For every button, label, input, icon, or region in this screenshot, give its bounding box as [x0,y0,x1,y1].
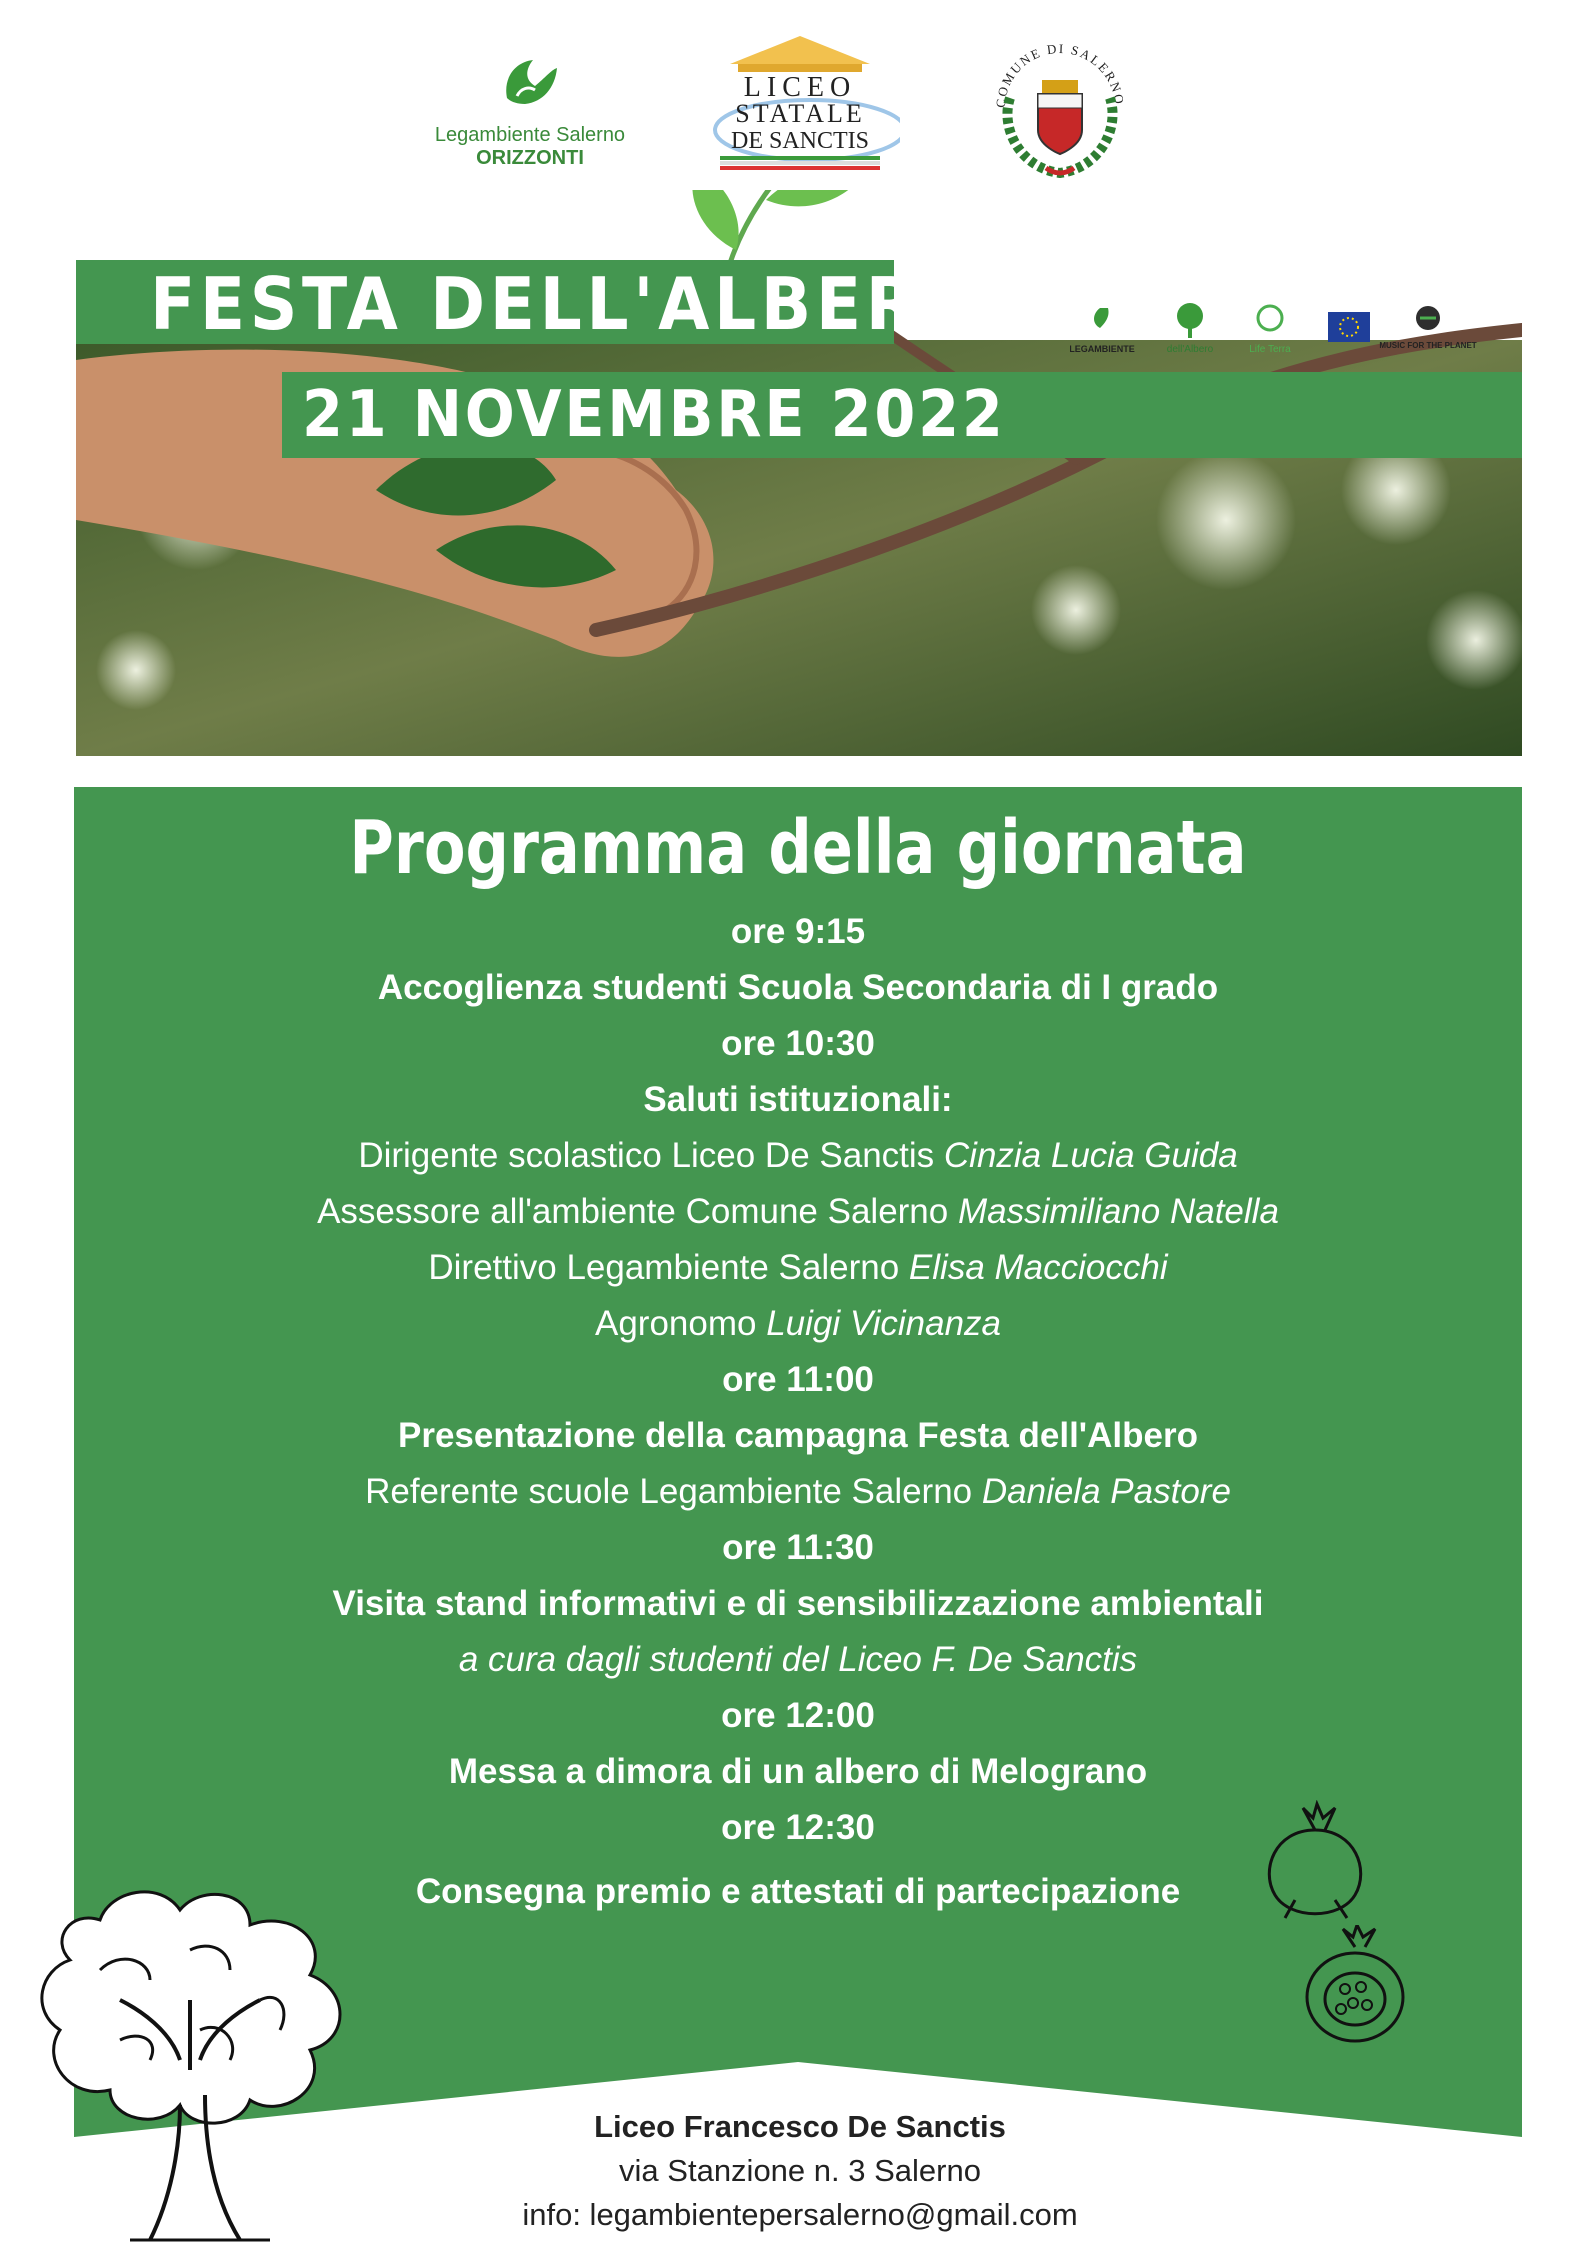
legambiente-logo [420,48,640,178]
speaker-role: Referente scuole Legambiente Salerno [365,1472,982,1511]
program-activity: Consegna premio e attestati di partecipazione [415,1872,1181,1911]
speaker-role: Dirigente scolastico Liceo De Sanctis [358,1136,944,1175]
pomegranate-cut-icon [1295,1925,1415,2050]
speaker-name: Elisa Macciocchi [908,1248,1168,1287]
event-title: FESTA DELL'ALBERO [150,262,983,346]
program-time: ore 11:00 [722,1360,874,1399]
program-time: ore 9:15 [730,912,866,951]
speaker-role: Assessore all'ambiente Comune Salerno [317,1192,958,1231]
legambiente-swan-icon [495,48,565,118]
legambiente-subtitle: ORIZZONTI [476,147,584,169]
program-activity: Presentazione della campagna Festa dell'Albero [398,1416,1198,1455]
svg-text:LICEO: LICEO [743,72,857,103]
festa-albero-partner-icon [1167,303,1214,355]
program-speaker [74,1240,1522,1296]
speaker-name: Massimiliano Natella [957,1192,1279,1231]
comune-salerno-crest [980,28,1140,188]
speaker-role: Agronomo [594,1304,767,1343]
program-speaker [74,1464,1522,1520]
svg-text:DE SANCTIS: DE SANCTIS [730,128,870,154]
footer [400,2105,1200,2237]
speaker-role: Direttivo Legambiente Salerno [428,1248,909,1287]
program-lines [74,904,1522,1920]
program-activity: Accoglienza studenti Scuola Secondaria di I grado [377,968,1219,1007]
contact-email: info: legambientepersalerno@gmail.com [522,2197,1078,2232]
program-section [74,800,1522,1920]
program-note: a cura dagli studenti del Liceo F. De Sanctis [458,1640,1138,1679]
partner-logos [1070,300,1490,360]
program-activity: Saluti istituzionali: [643,1080,953,1119]
svg-text:LEGAMBIENTE: LEGAMBIENTE [1070,344,1135,354]
program-activity: Messa a dimora di un albero di Melograno [448,1752,1148,1791]
speaker-name: Cinzia Lucia Guida [943,1136,1238,1175]
school-address: via Stanzione n. 3 Salerno [619,2153,981,2188]
program-speaker [74,1184,1522,1240]
program-time: ore 12:00 [721,1696,875,1735]
event-date: 21 NOVEMBRE 2022 [302,378,1006,452]
school-name: Liceo Francesco De Sanctis [594,2109,1006,2144]
svg-text:MUSIC FOR THE PLANET: MUSIC FOR THE PLANET [1379,341,1477,350]
legambiente-partner-icon [1070,308,1135,354]
program-time: ore 11:30 [722,1528,874,1567]
program-activity: Visita stand informativi e di sensibilizzazione ambientali [332,1584,1264,1623]
program-speaker [74,1296,1522,1352]
tree-illustration-icon [30,1880,380,2245]
svg-text:dell'Albero: dell'Albero [1166,344,1214,355]
svg-text:Life Terra: Life Terra [1249,344,1291,355]
speaker-name: Daniela Pastore [981,1472,1231,1511]
svg-text:STATALE: STATALE [735,99,865,128]
speaker-name: Luigi Vicinanza [766,1304,1002,1343]
liceo-logo [700,30,900,175]
svg-text:COMUNE DI SALERNO: COMUNE DI SALERNO [992,40,1128,109]
legambiente-name: Legambiente Salerno [434,124,626,146]
eu-flag-icon [1328,312,1370,342]
music-for-planet-partner-icon [1379,306,1476,350]
program-speaker [74,1128,1522,1184]
program-time: ore 12:30 [721,1808,875,1847]
program-title: Programma della giornata [349,805,1247,891]
life-terra-partner-icon [1249,306,1291,355]
program-time: ore 10:30 [721,1024,875,1063]
pomegranate-icon [1255,1800,1375,1925]
